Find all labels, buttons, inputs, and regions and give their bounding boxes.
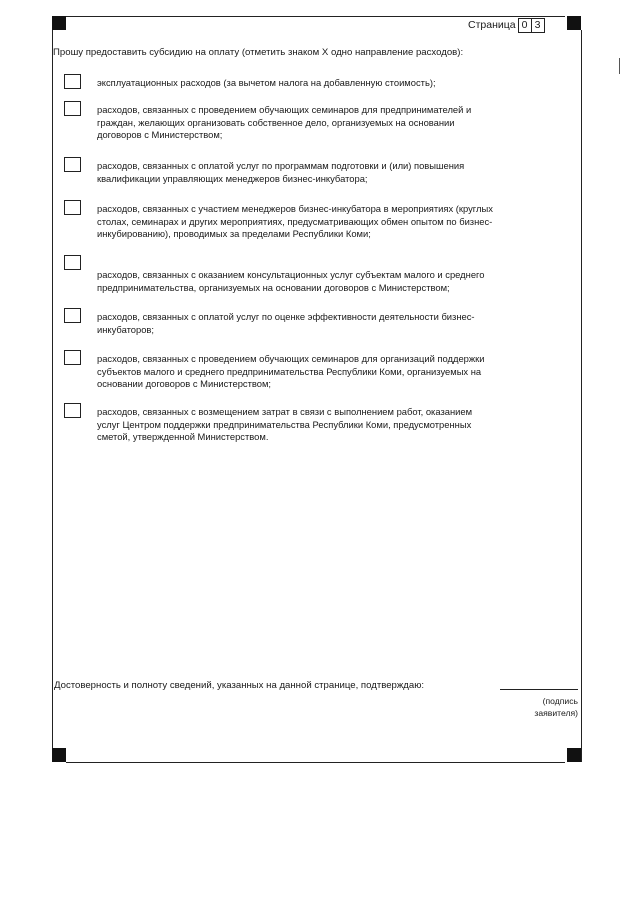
option-text bbox=[97, 311, 575, 336]
option-line: предпринимательства, организуемых на основании договоров с Министерством; bbox=[97, 281, 450, 293]
option-line: инкубированию), проводимых за пределами Республики Коми; bbox=[97, 228, 371, 240]
option-line: расходов, связанных с оплатой услуг по оценке эффективности деятельности бизнес- bbox=[97, 311, 475, 322]
page-digit-box: 0 bbox=[518, 18, 532, 33]
option-checkbox[interactable] bbox=[64, 350, 81, 365]
option-line: квалификации управляющих менеджеров бизнес-инкубатора; bbox=[97, 172, 368, 184]
option-checkbox[interactable] bbox=[64, 308, 81, 323]
option-line: расходов, связанных с возмещением затрат в связи с выполнением работ, оказанием bbox=[97, 406, 473, 417]
option-checkbox[interactable] bbox=[64, 255, 81, 270]
option-line: расходов, связанных с участием менеджеров бизнес-инкубатора в мероприятиях (круглых bbox=[97, 203, 493, 214]
option-line: субъектов малого и среднего предпринимательства Республики Коми, организуемых на bbox=[97, 365, 482, 377]
option-line: сметой, утвержденной Министерством. bbox=[97, 431, 269, 443]
option-text bbox=[97, 406, 575, 444]
option-checkbox[interactable] bbox=[64, 74, 81, 89]
option-text bbox=[97, 104, 575, 142]
option-line: столах, семинарах и других мероприятиях, предусматривающих обмен опытом по бизнес- bbox=[97, 215, 493, 227]
option-line: расходов, связанных с проведением обучающих семинаров для организаций поддержки bbox=[97, 353, 485, 364]
option-text bbox=[97, 269, 575, 294]
corner-marker-bottom-left bbox=[52, 748, 66, 762]
option-text bbox=[97, 203, 575, 241]
option-text bbox=[97, 160, 575, 185]
option-checkbox[interactable] bbox=[64, 403, 81, 418]
option-text bbox=[97, 353, 575, 391]
frame-right-line bbox=[581, 30, 582, 762]
option-line: инкубаторов; bbox=[97, 323, 154, 335]
page-digit-box: 3 bbox=[531, 18, 545, 33]
signature-line[interactable] bbox=[500, 689, 578, 690]
page-number-label: Страница bbox=[468, 19, 516, 31]
corner-marker-top-right bbox=[567, 16, 581, 30]
corner-marker-bottom-right bbox=[567, 748, 581, 762]
option-line: эксплуатационных расходов (за вычетом налога на добавленную стоимость); bbox=[97, 77, 436, 88]
frame-left-line bbox=[52, 30, 53, 762]
option-line: договоров с Министерством; bbox=[97, 129, 223, 141]
frame-bottom-line bbox=[66, 762, 565, 763]
corner-marker-top-left bbox=[52, 16, 66, 30]
option-line: расходов, связанных с оплатой услуг по программам подготовки и (или) повышения bbox=[97, 160, 465, 171]
scan-edge-mark bbox=[619, 58, 620, 74]
option-checkbox[interactable] bbox=[64, 157, 81, 172]
option-line: услуг Центром поддержки предпринимательства Республики Коми, предусмотренных bbox=[97, 418, 472, 430]
option-text bbox=[97, 77, 575, 90]
option-checkbox[interactable] bbox=[64, 101, 81, 116]
option-line: расходов, связанных с оказанием консультационных услуг субъектам малого и среднего bbox=[97, 269, 485, 280]
signature-caption-line: (подпись bbox=[542, 696, 578, 706]
option-line: основании договоров с Министерством; bbox=[97, 378, 272, 390]
option-checkbox[interactable] bbox=[64, 200, 81, 215]
option-line: граждан, желающих организовать собственное дело, организуемых на основании bbox=[97, 116, 455, 128]
page-number bbox=[468, 17, 545, 33]
confirmation-statement: Достоверность и полноту сведений, указанных на данной странице, подтверждаю: bbox=[54, 680, 425, 691]
signature-caption bbox=[500, 695, 578, 719]
option-line: расходов, связанных с проведением обучающих семинаров для предпринимателей и bbox=[97, 104, 472, 115]
signature-caption-line: заявителя) bbox=[534, 708, 578, 718]
intro-text: Прошу предоставить субсидию на оплату (отметить знаком X одно направление расходов): bbox=[53, 47, 464, 58]
